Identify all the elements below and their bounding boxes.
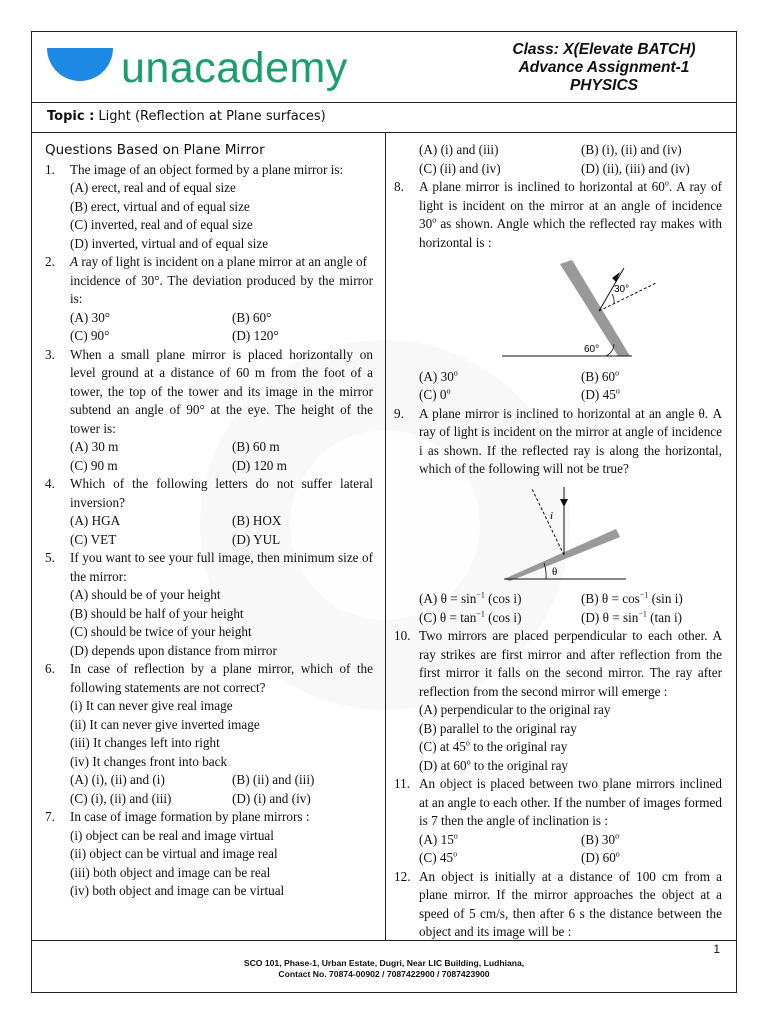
q9-options: (A) $\theta = \sin^{-1} (\cos$ i) (B) $\theta = \cos^{-1} (\sin$ i) (C) $\theta = \tan^{-1} (\cos$ i) (D) $\theta = \sin^{-1} (\tan$ i) — [419, 590, 683, 625]
q8-mirror-diagram — [394, 256, 722, 360]
section-title: Questions Based on Plane Mirror — [45, 142, 265, 158]
q6-statement-ii: (ii) It can never give inverted image — [70, 716, 260, 732]
question-11: 11. An object is placed between two plane mirrors inclined at an angle to each other. If the number of images formed is 7 then the angle of inclination is : — [394, 776, 722, 828]
question-9: 9. A plane mirror is inclined to horizontal at an angle θ. A ray of light is incident on the mirror at angle of incidence i as shown. If the reflected ray is along the horizontal, which of the following will not be true? — [394, 405, 722, 476]
q11-options: (A) 15$^o$ (B) 30$^o$ (C) 45$^o$ (D) 60$^o$ — [419, 831, 620, 865]
q7-statement-i: (i) object can be real and image virtual — [70, 827, 274, 843]
q5-option-a: (A) should be of your height — [70, 587, 221, 602]
q10-option-c: (C) at 45$^o$ to the original ray — [419, 738, 568, 754]
q8-inclined-mirror — [560, 260, 630, 356]
q4-options: (A) HGA (B) HOX (C) VET (D) YUL — [70, 513, 282, 547]
q6-statement-iii: (iii) It changes left into right — [70, 735, 220, 750]
q2-options: (A) 30° (B) 60° (C) 90° (D) 120° — [70, 309, 279, 343]
q1-option-b: (B) erect, virtual and of equal size — [70, 198, 250, 214]
q9-normal-line — [532, 489, 564, 555]
question-8: 8. A plane mirror is inclined to horizontal at 60$^o$. A ray of light is incident on the mirror at an angle of incidence 30$^o$ as shown. Angle which the reflected ray makes with horizontal is : — [394, 178, 722, 250]
q7-statement-ii: (ii) object can be virtual and image real — [70, 846, 278, 861]
topic-text: Light (Reflection at Plane surfaces) — [98, 109, 326, 124]
q8-options: (A) 30$^o$ (B) 60$^o$ (C) 0$^o$ (D) 45$^o$ — [419, 368, 620, 402]
page-number: 1 — [713, 942, 720, 956]
question-2-cont: incidence of 30°. The deviation produced by the mirror is: — [70, 272, 373, 306]
q10-option-a: (A) perpendicular to the original ray — [419, 702, 611, 717]
footer-contact: Contact No. 70874-00902 / 7087422900 / 7087423900 — [278, 969, 490, 979]
question-10: 10. Two mirrors are placed perpendicular to each other. A ray strikes are first mirror and after reflection from the first mirror it falls on the second mirror. The ray after reflection from the second mirror will emerge : — [394, 628, 722, 699]
q7-statement-iii: (iii) both object and image can be real — [70, 864, 271, 880]
q1-option-a: (A) erect, real and of equal size — [70, 180, 236, 195]
left-column — [45, 141, 373, 901]
q9-inclined-mirror — [504, 529, 620, 581]
q9-ray-arrow — [560, 499, 568, 507]
q9-label-i: i — [550, 509, 554, 522]
question-7: 7. In case of image formation by plane mirrors : — [45, 809, 310, 824]
q7-options: (A) (i) and (iii) (B) (i), (ii) and (iv) (C) (ii) and (iv) (D) (ii), (iii) and (iv) — [419, 142, 690, 176]
q6-statement-i: (i) It can never give real image — [70, 698, 233, 713]
class-line: Class: X(Elevate BATCH) — [512, 41, 696, 58]
footer-address: SCO 101, Phase-1, Urban Estate, Dugri, Near LIC Building, Ludhiana, — [243, 958, 525, 968]
q5-option-b: (B) should be half of your height — [70, 605, 244, 621]
q8-angle-60: 60° — [584, 344, 600, 355]
unacademy-logo-icon — [45, 46, 115, 98]
topic-divider — [31, 132, 737, 133]
topic-label: Topic : — [47, 109, 95, 124]
q7-statement-iv: (iv) both object and image can be virtual — [70, 883, 285, 898]
question-6: 6. In case of reflection by a plane mirror, which of the following statements are not correct? — [45, 661, 373, 695]
column-divider — [385, 132, 386, 940]
question-12: 12. An object is initially at a distance of 100 cm from a plane mirror. If the mirror approaches the object at a speed of 5 cm/s, then after 6 s the distance between the object and its image will be : — [394, 868, 722, 939]
question-2: 2. A ray of light is incident on a plane mirror at an angle of — [45, 254, 367, 269]
q9-label-theta: θ — [552, 565, 558, 578]
q8-angle-30: 30° — [614, 284, 630, 295]
q9-mirror-diagram — [394, 483, 722, 583]
q6-statement-iv: (iv) It changes front into back — [70, 753, 228, 769]
topic-line — [47, 109, 326, 124]
q10-option-d: (D) at 60$^o$ to the original ray — [419, 757, 569, 773]
assignment-title: Advance Assignment-1 — [518, 59, 690, 76]
footer — [31, 958, 737, 980]
question-5: 5. If you want to see your full image, then minimum size of the mirror: — [45, 550, 373, 584]
header-divider — [31, 102, 737, 103]
q1-option-c: (C) inverted, real and of equal size — [70, 217, 253, 232]
subject: PHYSICS — [569, 77, 639, 94]
question-1: 1. The image of an object formed by a plane mirror is: — [45, 161, 344, 177]
q5-option-c: (C) should be twice of your height — [70, 624, 252, 639]
q8-angle-arc — [612, 294, 614, 304]
question-4: 4. Which of the following letters do not suffer lateral inversion? — [45, 476, 373, 510]
q6-options: (A) (i), (ii) and (i) (B) (ii) and (iii) (C) (i), (ii) and (iii) (D) (i) and (iv) — [70, 772, 315, 806]
question-3: 3. When a small plane mirror is placed horizontally on level ground at a distance of 60 m from the foot of a tower, the top of the tower and its image in the mirror subtend an angle of 90° at the eye. The height of the tower is: — [45, 346, 373, 436]
brand-name: unacademy — [121, 44, 348, 92]
q3-options: (A) 30 m (B) 60 m (C) 90 m (D) 120 m — [70, 439, 287, 473]
q1-option-d: (D) inverted, virtual and of equal size — [70, 235, 269, 251]
q10-option-b: (B) parallel to the original ray — [419, 720, 577, 736]
q5-option-d: (D) depends upon distance from mirror — [70, 642, 277, 658]
right-column — [394, 141, 722, 942]
header-info — [494, 41, 714, 95]
